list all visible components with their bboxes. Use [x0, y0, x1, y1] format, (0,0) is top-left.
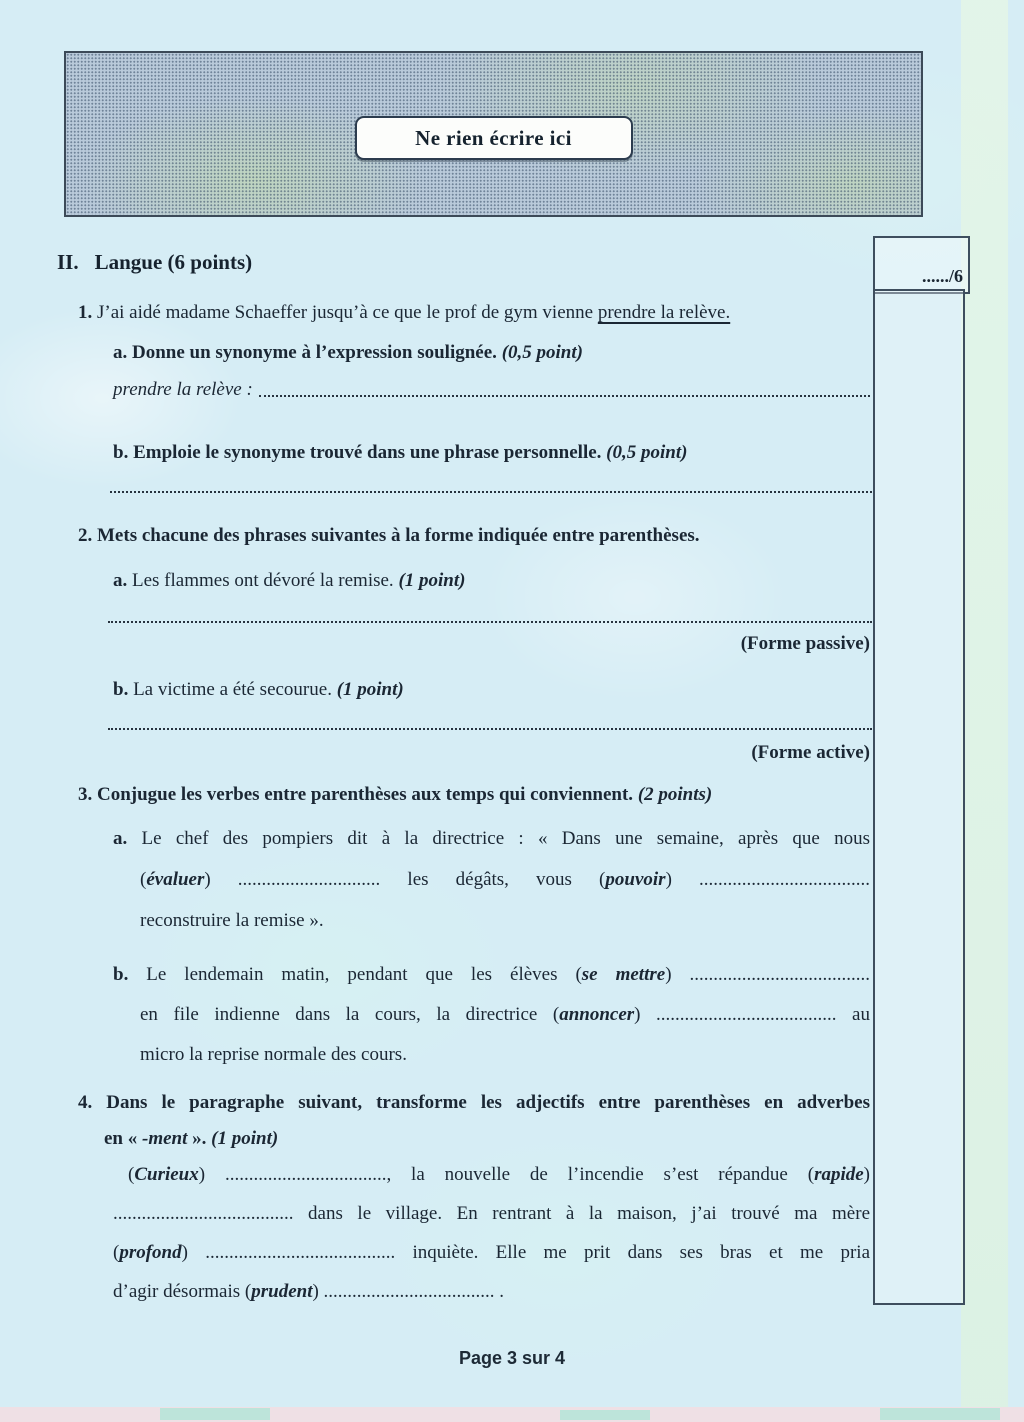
text-segment: La victime a été secourue. [133, 679, 337, 700]
scan-edge-strip [961, 0, 1008, 1422]
text-segment: Le chef des pompiers dit à la directrice : « Dans une semaine, après que nous [141, 828, 871, 849]
text-segment: 4. Dans le paragraphe suivant, transforme les adjectifs entre parenthèses en adverbes [78, 1092, 870, 1113]
scan-artifact [880, 1408, 1000, 1420]
paragraph-line [113, 818, 870, 859]
text-segment: ( [140, 869, 147, 890]
text-segment: profond [119, 1242, 182, 1263]
text-segment: ) .................................... . [312, 1281, 505, 1302]
text-segment: ( [128, 1164, 135, 1185]
text-segment: en « [104, 1128, 142, 1149]
paragraph-line [113, 1194, 870, 1233]
text-segment: micro la reprise normale des cours. [140, 1044, 407, 1065]
question-1-stem [78, 300, 870, 325]
text-segment: ) [863, 1164, 870, 1185]
text-segment: ) ...................................... au [634, 1004, 870, 1025]
dotted-answer-line [110, 477, 872, 493]
question-1a-heading [113, 340, 870, 365]
question-2b-heading [113, 677, 870, 702]
text-segment: (1 point) [336, 679, 404, 700]
text-segment: a. Donne un synonyme à l’expression soulignée. [113, 342, 502, 363]
text-segment: ...................................... dans le village. En rentrant à la maison, j’ai trouvé ma mère [113, 1203, 870, 1224]
text-segment: (1 point) [211, 1128, 279, 1149]
text-segment: (Forme passive) [740, 633, 870, 654]
text-segment: 2. Mets chacune des phrases suivantes à la forme indiquée entre parenthèses. [78, 525, 700, 546]
score-box [873, 236, 970, 294]
text-segment: ) .............................. les dégâts, vous ( [204, 869, 606, 890]
no-write-zone [64, 51, 923, 217]
text-segment: Le lendemain matin, pendant que les élèves ( [146, 964, 582, 985]
text-segment: d’agir désormais ( [113, 1281, 252, 1302]
section-numeral: II. [57, 250, 79, 274]
question-2a-heading [113, 568, 870, 593]
text-segment: -ment [142, 1128, 188, 1149]
paragraph-line [113, 859, 870, 900]
text-segment: reconstruire la remise ». [140, 910, 324, 931]
text-segment: (0,5 point) [606, 442, 688, 463]
text-segment: prudent [251, 1281, 313, 1302]
text-segment: J’ai aidé madame Schaeffer jusqu’à ce que le prof de gym vienne [92, 302, 598, 323]
score-column [873, 289, 965, 1305]
text-segment: ) ...................................... [665, 964, 870, 985]
question-2-title [78, 523, 870, 548]
dotted-answer-leader [259, 381, 870, 397]
question-3b-paragraph [113, 955, 870, 1075]
text-segment: b. [113, 964, 147, 985]
form-active-label [113, 740, 870, 765]
text-segment: a. [113, 828, 142, 849]
text-segment: Les flammes ont dévoré la remise. [132, 570, 399, 591]
text-segment: ) .................................., la nouvelle de l’incendie s’est répandue ( [198, 1164, 815, 1185]
text-segment: (2 points) [637, 784, 713, 805]
form-passive-label [113, 631, 870, 656]
text-segment: évaluer [146, 869, 205, 890]
text-segment: b. Emploie le synonyme trouvé dans une phrase personnelle. [113, 442, 607, 463]
dotted-answer-line [108, 607, 872, 623]
text-segment: (1 point) [398, 570, 466, 591]
text-segment: rapide [814, 1164, 864, 1185]
paragraph-line [78, 1085, 870, 1121]
text-segment: se mettre [581, 964, 666, 985]
text-segment: en file indienne dans la cours, la directrice ( [140, 1004, 560, 1025]
text-segment: ) ........................................ inquiète. Elle me prit dans ses bras et me pria [181, 1242, 870, 1263]
question-1b-heading [113, 440, 870, 465]
question-3a-paragraph [113, 818, 870, 941]
scan-artifact [560, 1410, 650, 1420]
text-segment: pouvoir [605, 869, 666, 890]
scan-bottom-strip [0, 1407, 1024, 1422]
paragraph-line [78, 1121, 870, 1157]
paragraph-line [113, 900, 870, 941]
paragraph-line [113, 1155, 870, 1194]
text-segment: ». [187, 1128, 212, 1149]
text-segment: ) .................................... [665, 869, 870, 890]
paragraph-line [113, 955, 870, 995]
text-segment: annoncer [559, 1004, 635, 1025]
paragraph-line [113, 1233, 870, 1272]
text-segment: (Forme active) [751, 742, 870, 763]
no-write-label: Ne rien écrire ici [355, 116, 633, 160]
text-segment: ( [113, 1242, 120, 1263]
answer-prefix [113, 377, 253, 402]
question-4-title [78, 1085, 870, 1157]
text-segment: (0,5 point) [501, 342, 583, 363]
scan-artifact [160, 1408, 270, 1420]
question-4-paragraph [113, 1155, 870, 1311]
text-segment: prendre la relève. [597, 302, 731, 323]
text-segment: 1. [78, 302, 93, 323]
text-segment: 3. Conjugue les verbes entre parenthèses aux temps qui conviennent. [78, 784, 638, 805]
text-segment: Curieux [134, 1164, 199, 1185]
section-title: Langue (6 points) [94, 250, 253, 274]
paragraph-line [113, 1035, 870, 1075]
dotted-answer-line [108, 714, 872, 730]
question-1a-answer-line [113, 377, 870, 402]
text-segment: b. [113, 679, 134, 700]
text-segment: prendre la relève : [113, 379, 253, 400]
text-segment: a. [113, 570, 132, 591]
section-header [57, 250, 252, 275]
paragraph-line [113, 1272, 870, 1311]
page-footer: Page 3 sur 4 [458, 1348, 566, 1368]
question-3-title [78, 782, 870, 807]
paragraph-line [113, 995, 870, 1035]
score-value: ....../6 [921, 266, 963, 286]
